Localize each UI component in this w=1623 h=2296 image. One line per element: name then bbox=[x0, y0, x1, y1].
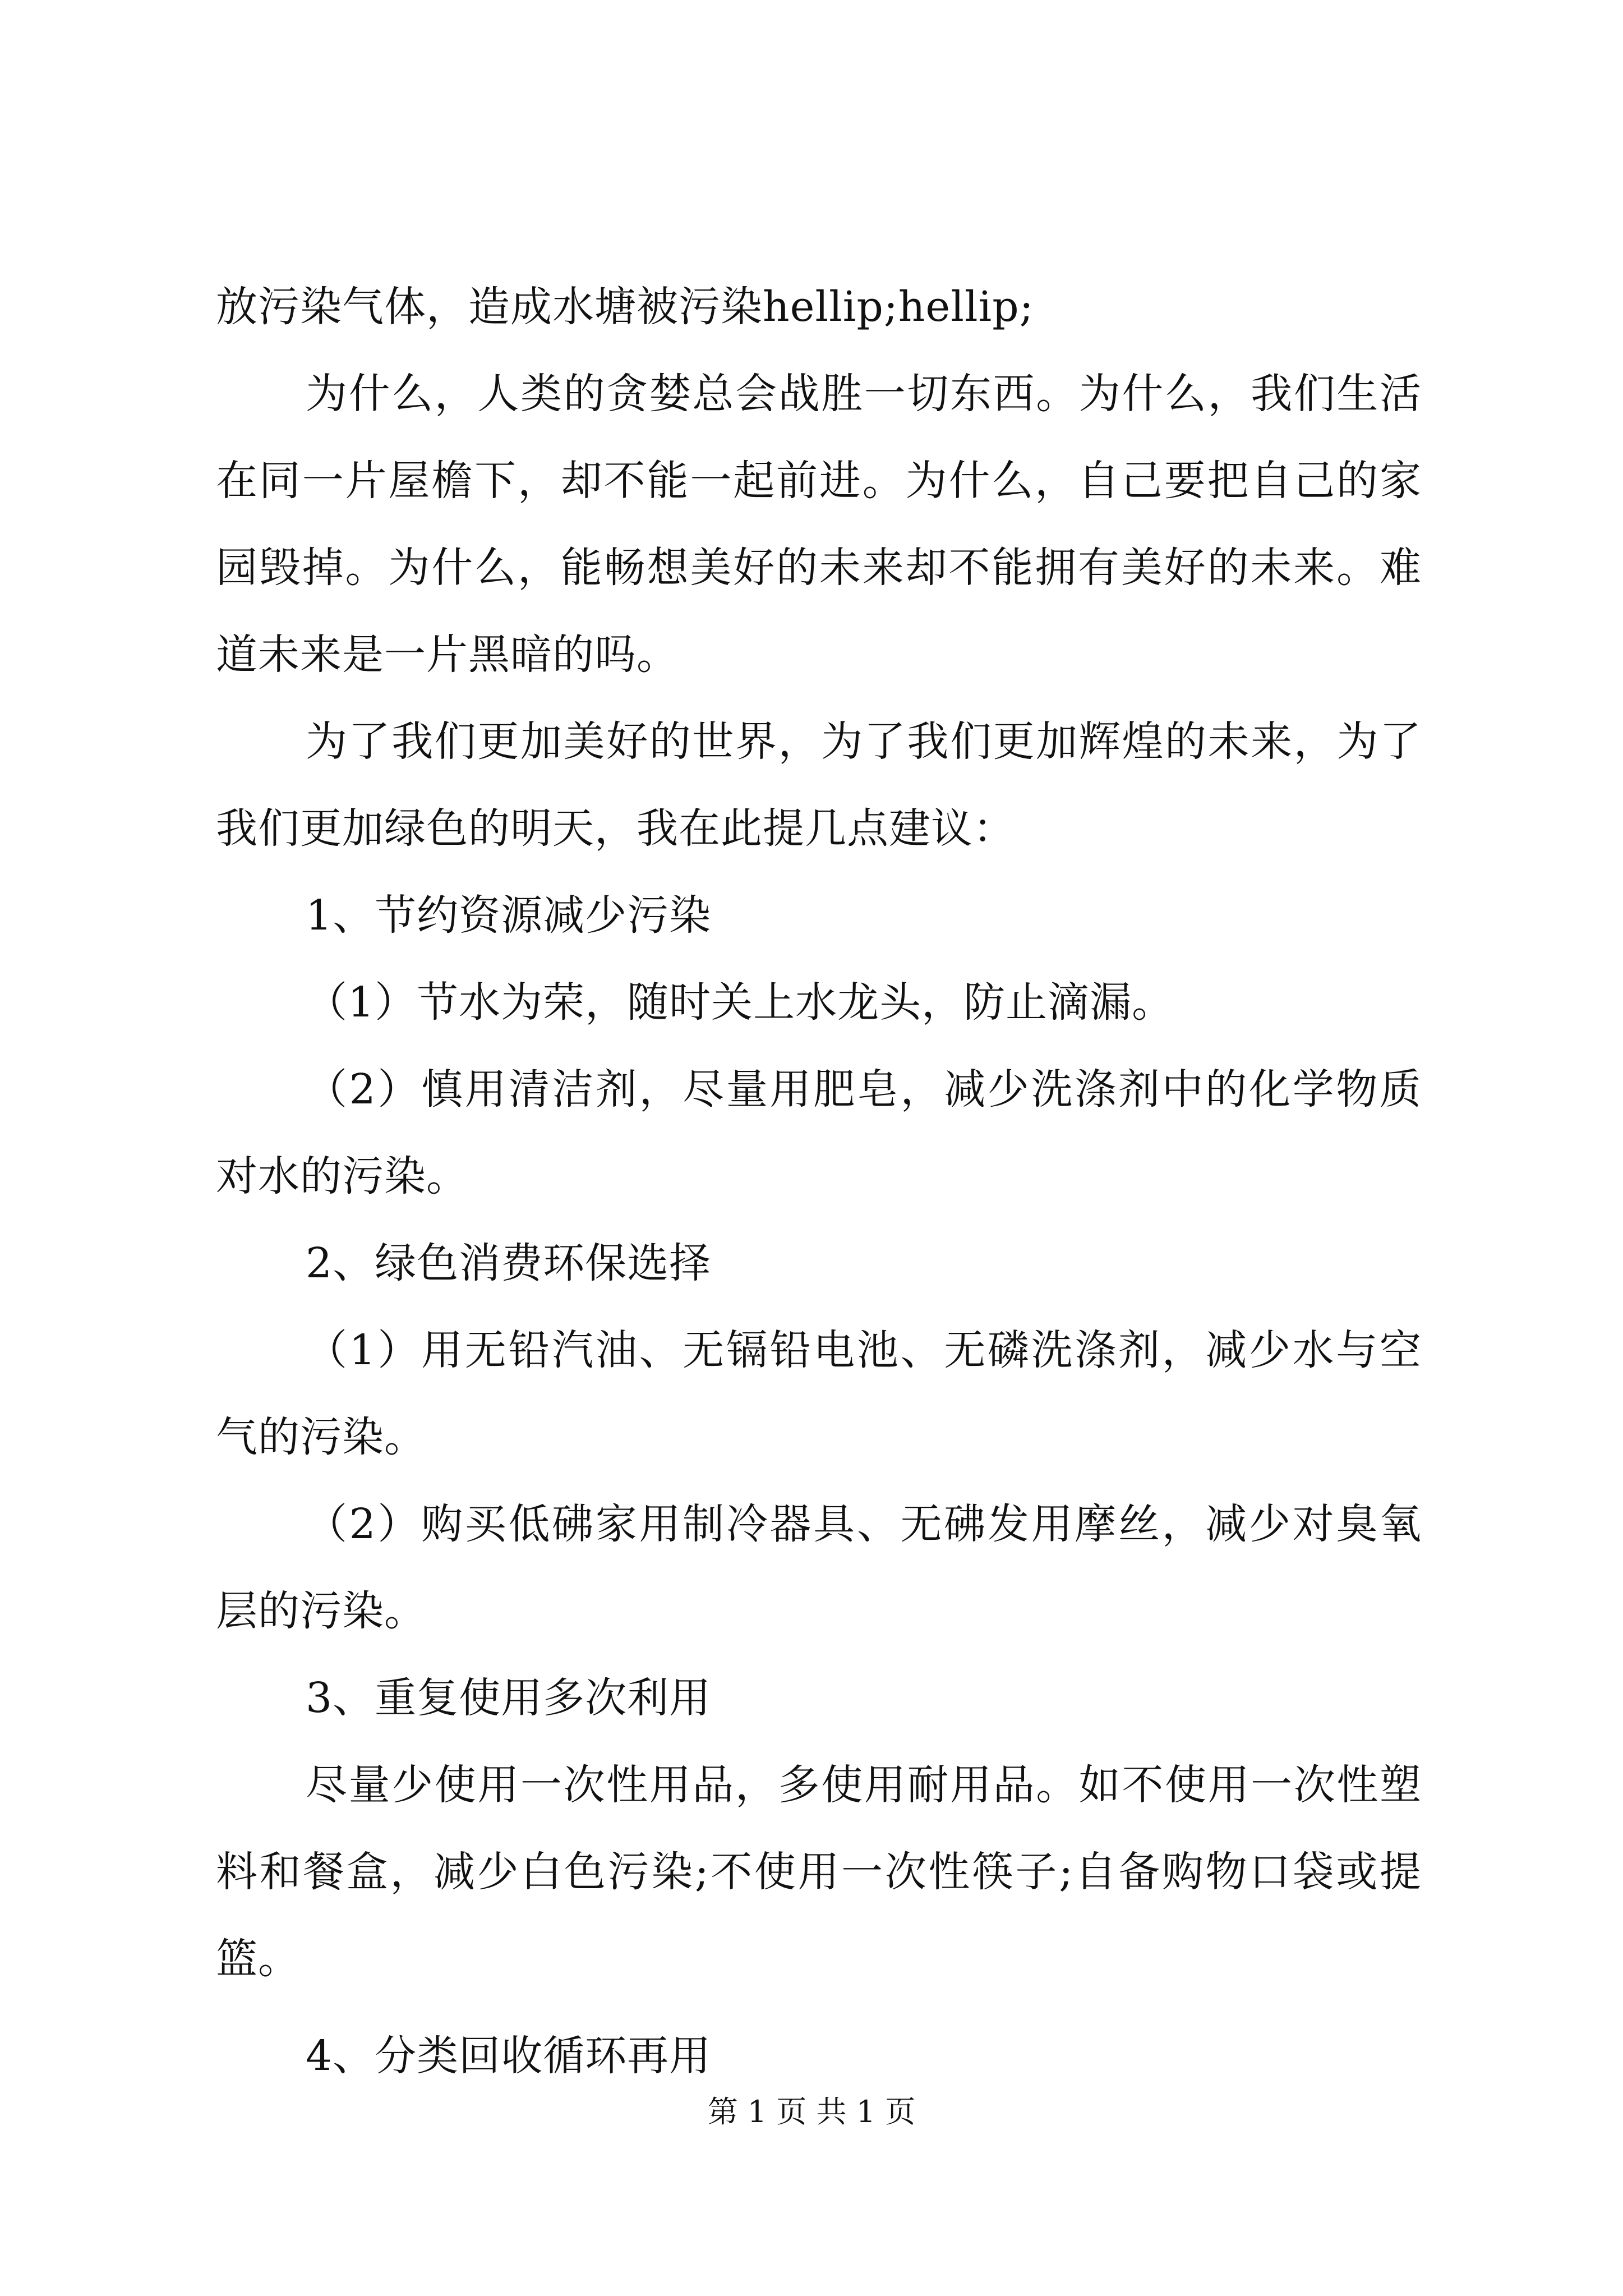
heading-item-1: 1、节约资源减少污染 bbox=[306, 891, 712, 940]
paragraph-item-3-body: 尽量少使用一次性用品，多使用耐用品。如不使用一次性塑料和餐盒，减少白色污染;不使用一次性筷子;自备购物口袋或提篮。 bbox=[216, 1761, 1422, 1983]
heading-item-2: 2、绿色消费环保选择 bbox=[306, 1239, 712, 1287]
paragraph-continuation: 放污染气体，造成水塘被污染hellip;hellip; bbox=[216, 283, 1034, 331]
paragraph-suggestions-intro: 为了我们更加美好的世界，为了我们更加辉煌的未来，为了我们更加绿色的明天，我在此提几点建议： bbox=[216, 717, 1422, 853]
subitem-1-1: （1）节水为荣，随时关上水龙头，防止滴漏。 bbox=[306, 978, 1174, 1027]
heading-item-3: 3、重复使用多次利用 bbox=[306, 1674, 712, 1722]
subitem-1-2: （2）慎用清洁剂，尽量用肥皂，减少洗涤剂中的化学物质对水的污染。 bbox=[216, 1065, 1422, 1200]
document-body bbox=[216, 264, 1422, 2100]
subitem-2-2: （2）购买低砩家用制冷器具、无砩发用摩丝，减少对臭氧层的污染。 bbox=[216, 1500, 1422, 1635]
paragraph-why: 为什么，人类的贪婪总会战胜一切东西。为什么，我们生活在同一片屋檐下，却不能一起前进。为什么，自己要把自己的家园毁掉。为什么，能畅想美好的未来却不能拥有美好的未来。难道未来是一片黑暗的吗。 bbox=[216, 370, 1422, 679]
page-footer: 第 1 页 共 1 页 bbox=[707, 2094, 916, 2129]
heading-item-4: 4、分类回收循环再用 bbox=[306, 2032, 712, 2080]
spacer bbox=[216, 2003, 1422, 2013]
subitem-2-1: （1）用无铅汽油、无镉铅电池、无磷洗涤剂，减少水与空气的污染。 bbox=[216, 1326, 1422, 1461]
